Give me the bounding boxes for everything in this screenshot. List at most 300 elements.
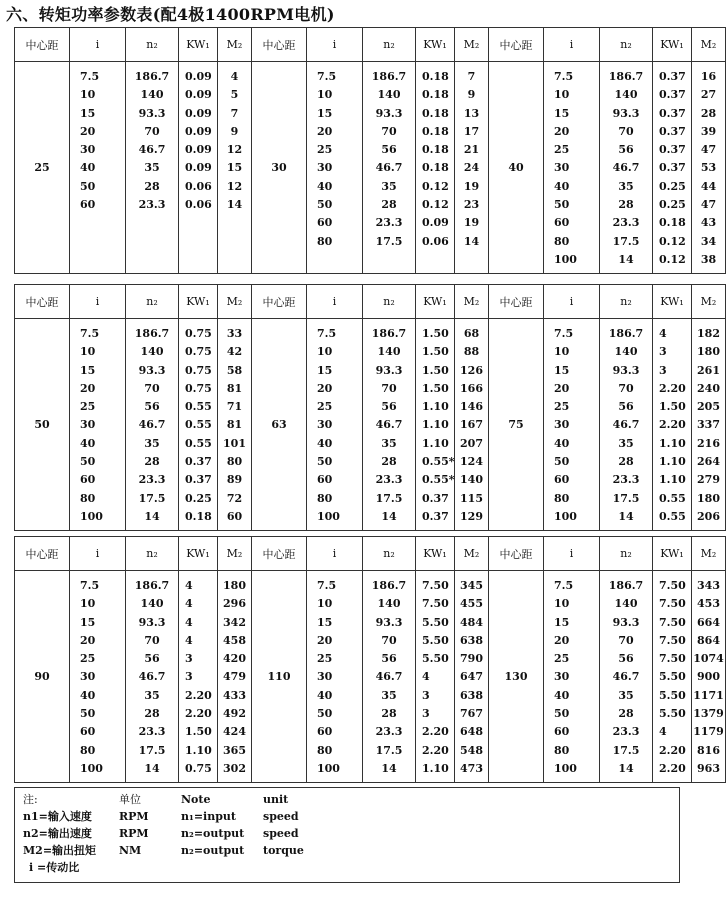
i-value: 15: [80, 363, 96, 377]
n2-value: 93.3: [612, 363, 640, 377]
n2-value: 35: [381, 436, 397, 450]
i-value: 15: [554, 106, 570, 120]
i-value: 30: [80, 418, 96, 432]
kw-value: 5.50: [422, 615, 449, 629]
m2-value: 343: [697, 579, 720, 592]
header-kw-col: KW₁: [416, 28, 455, 62]
n2-value: 70: [144, 633, 160, 647]
n2-value: 35: [144, 436, 160, 450]
i-value: 40: [554, 688, 570, 702]
kw-value: 7.50: [422, 597, 449, 611]
i-value: 100: [554, 509, 577, 523]
header-n2-col: n₂: [600, 537, 653, 571]
i-value: 7.5: [317, 579, 337, 592]
kw-value: 0.25: [185, 491, 212, 505]
header-n2-col: n₂: [600, 285, 653, 319]
m2-value: 7: [467, 70, 476, 83]
i-value: 10: [554, 597, 570, 611]
i-value: 100: [80, 761, 103, 775]
kw-value: 0.37: [659, 124, 686, 138]
i-value: 30: [80, 670, 96, 684]
n2-value: 70: [618, 633, 634, 647]
i-value: 15: [554, 363, 570, 377]
i-value: 50: [80, 179, 96, 193]
i-value: 7.5: [554, 327, 574, 340]
m2-value: 68: [463, 327, 480, 340]
i-value: 25: [80, 652, 96, 666]
i-value: 10: [317, 88, 333, 102]
kw-value: 1.10: [659, 455, 686, 469]
m2-values: [218, 571, 252, 783]
i-value: 80: [554, 234, 570, 248]
m2-value: 33: [226, 327, 243, 340]
i-value: 7.5: [80, 70, 100, 83]
i-value: 80: [317, 234, 333, 248]
kw-value: 0.75: [185, 761, 212, 775]
i-value: 20: [80, 381, 96, 395]
m2-value: 89: [226, 473, 243, 487]
n2-value: 56: [144, 400, 160, 414]
n2-value: 186.7: [371, 327, 407, 340]
i-value: 60: [80, 725, 96, 739]
kw-value: 1.10: [659, 436, 686, 450]
i-value: 7.5: [317, 327, 337, 340]
m2-value: 296: [223, 597, 246, 611]
note-m2-en-unit: torque: [263, 844, 304, 857]
n2-value: 17.5: [138, 743, 166, 757]
header-i-col: i: [70, 285, 126, 319]
m2-value: 180: [697, 345, 720, 359]
n2-value: 140: [140, 88, 164, 102]
m2-value: 72: [226, 491, 243, 505]
center-distance: 130: [489, 571, 544, 783]
n2-value: 14: [381, 509, 397, 523]
header-i-col: i: [70, 537, 126, 571]
kw-value: 0.55: [185, 436, 212, 450]
center-distance: 25: [15, 62, 70, 274]
kw-value: 5.50: [659, 707, 686, 721]
n2-value: 186.7: [134, 70, 170, 83]
n2-value: 28: [144, 455, 160, 469]
m2-value: 240: [697, 381, 720, 395]
n2-value: 46.7: [138, 143, 166, 157]
m2-values: [455, 62, 489, 274]
n2-value: 35: [381, 179, 397, 193]
kw-value: 1.10: [422, 418, 449, 432]
n2-value: 46.7: [612, 161, 640, 175]
unit-label: 单位: [119, 793, 141, 806]
n2-value: 186.7: [608, 579, 644, 592]
m2-value: 264: [697, 455, 720, 469]
m2-value: 864: [697, 633, 720, 647]
n2-value: 28: [381, 707, 397, 721]
n2-value: 140: [377, 345, 401, 359]
i-value: 25: [554, 143, 570, 157]
header-n2-col: n₂: [600, 28, 653, 62]
i-value: 50: [317, 707, 333, 721]
n2-value: 93.3: [138, 106, 166, 120]
n2-values: [126, 319, 179, 531]
n2-value: 28: [618, 455, 634, 469]
kw-value: 0.18: [422, 143, 449, 157]
header-i-col: i: [307, 28, 363, 62]
kw-value: 3: [659, 363, 667, 377]
n2-value: 28: [144, 179, 160, 193]
i-values: [544, 571, 600, 783]
kw-value: 3: [659, 345, 667, 359]
n2-value: 35: [381, 688, 397, 702]
kw-value: 0.18: [659, 216, 686, 230]
kw-value: 3: [185, 652, 193, 666]
n2-value: 23.3: [138, 725, 166, 739]
i-value: 15: [317, 363, 333, 377]
n2-value: 23.3: [612, 725, 640, 739]
note-n1-en: n₁=input: [181, 810, 236, 823]
i-value: 100: [554, 252, 577, 266]
kw-value: 0.09: [185, 88, 212, 102]
data-row: [15, 319, 726, 531]
kw-value: 2.20: [659, 418, 686, 432]
n2-value: 56: [618, 652, 634, 666]
header-center-col: 中心距: [15, 28, 70, 62]
kw-values: [179, 319, 218, 531]
n2-value: 140: [614, 597, 638, 611]
m2-value: 38: [700, 252, 717, 266]
kw-value: 2.20: [422, 725, 449, 739]
i-value: 60: [554, 473, 570, 487]
n2-value: 17.5: [138, 491, 166, 505]
i-value: 20: [554, 381, 570, 395]
n2-value: 17.5: [375, 491, 403, 505]
m2-value: 14: [226, 198, 243, 212]
kw-value: 0.37: [422, 491, 449, 505]
i-value: 50: [317, 455, 333, 469]
kw-value: 0.18: [422, 161, 449, 175]
n2-value: 46.7: [375, 161, 403, 175]
header-n2-col: n₂: [126, 28, 179, 62]
n2-value: 56: [381, 652, 397, 666]
m2-value: 12: [226, 179, 243, 193]
page-title: 六、转矩功率参数表(配4极1400RPM电机): [6, 5, 335, 24]
i-value: 30: [317, 418, 333, 432]
header-center-col: 中心距: [489, 537, 544, 571]
i-value: 15: [554, 615, 570, 629]
kw-value: 0.09: [185, 124, 212, 138]
note-m2: M2=输出扭矩: [23, 844, 97, 857]
m2-value: 16: [700, 70, 717, 83]
kw-value: 0.12: [422, 179, 449, 193]
i-value: 40: [317, 179, 333, 193]
i-value: 20: [80, 633, 96, 647]
n2-value: 23.3: [375, 473, 403, 487]
n2-value: 93.3: [138, 363, 166, 377]
m2-value: 34: [700, 234, 717, 248]
n2-value: 28: [618, 198, 634, 212]
n2-value: 14: [381, 761, 397, 775]
i-value: 7.5: [80, 327, 100, 340]
kw-value: 0.25: [659, 179, 686, 193]
header-i-col: i: [544, 537, 600, 571]
m2-value: 126: [460, 363, 483, 377]
i-value: 30: [317, 161, 333, 175]
kw-value: 1.50: [422, 327, 449, 340]
note-label-en: Note: [181, 793, 211, 806]
i-value: 10: [80, 345, 96, 359]
m2-value: 963: [697, 761, 720, 775]
m2-value: 4: [230, 70, 239, 83]
i-values: [70, 62, 126, 274]
kw-value: 3: [185, 670, 193, 684]
m2-value: 548: [460, 743, 483, 757]
n2-value: 186.7: [134, 579, 170, 592]
n2-value: 140: [377, 88, 401, 102]
kw-value: 4: [185, 633, 193, 647]
m2-value: 7: [230, 106, 239, 120]
i-value: 25: [80, 400, 96, 414]
m2-value: 900: [697, 670, 720, 684]
n2-values: [363, 62, 416, 274]
center-distance: 110: [252, 571, 307, 783]
kw-value: 0.55*: [422, 455, 455, 469]
m2-value: 88: [463, 345, 480, 359]
i-values: [70, 571, 126, 783]
kw-value: 4: [185, 579, 193, 592]
param-table-block-2: [14, 284, 726, 531]
i-values: [544, 319, 600, 531]
m2-value: 420: [223, 652, 246, 666]
n2-value: 14: [144, 761, 160, 775]
n2-value: 17.5: [612, 743, 640, 757]
n2-value: 17.5: [375, 234, 403, 248]
m2-value: 47: [700, 198, 717, 212]
n2-value: 56: [381, 143, 397, 157]
kw-value: 0.37: [659, 106, 686, 120]
i-value: 15: [80, 106, 96, 120]
i-value: 80: [80, 491, 96, 505]
m2-value: 790: [460, 652, 483, 666]
m2-value: 17: [463, 124, 480, 138]
kw-value: 0.25: [659, 198, 686, 212]
i-values: [307, 62, 363, 274]
i-value: 50: [554, 707, 570, 721]
kw-value: 0.37: [185, 455, 212, 469]
header-kw-col: KW₁: [179, 28, 218, 62]
m2-value: 180: [697, 491, 720, 505]
header-n2-col: n₂: [126, 285, 179, 319]
center-distance: 75: [489, 319, 544, 531]
i-value: 80: [317, 743, 333, 757]
n2-value: 23.3: [375, 725, 403, 739]
kw-value: 0.12: [422, 198, 449, 212]
m2-values: [692, 319, 726, 531]
n2-values: [126, 571, 179, 783]
kw-values: [416, 62, 455, 274]
i-value: 100: [317, 509, 340, 523]
m2-value: 19: [463, 216, 480, 230]
header-kw-col: KW₁: [653, 537, 692, 571]
kw-value: 0.37: [659, 88, 686, 102]
m2-values: [692, 62, 726, 274]
m2-value: 206: [697, 509, 720, 523]
kw-value: 2.20: [659, 381, 686, 395]
param-table-block-1: [14, 27, 726, 274]
kw-value: 4: [185, 615, 193, 629]
header-n2-col: n₂: [363, 28, 416, 62]
m2-value: 39: [700, 124, 717, 138]
i-value: 7.5: [554, 579, 574, 592]
i-value: 50: [80, 707, 96, 721]
i-value: 30: [554, 670, 570, 684]
n2-values: [600, 319, 653, 531]
m2-value: 115: [460, 491, 483, 505]
kw-value: 2.20: [185, 688, 212, 702]
n2-values: [126, 62, 179, 274]
kw-value: 1.50: [659, 400, 686, 414]
m2-value: 261: [697, 363, 720, 377]
kw-values: [179, 62, 218, 274]
header-n2-col: n₂: [363, 285, 416, 319]
m2-value: 664: [697, 615, 720, 629]
m2-value: 124: [460, 455, 483, 469]
n2-value: 93.3: [138, 615, 166, 629]
m2-value: 458: [223, 633, 246, 647]
kw-value: 7.50: [659, 579, 686, 592]
i-value: 25: [317, 143, 333, 157]
header-kw-col: KW₁: [653, 28, 692, 62]
m2-value: 81: [226, 418, 243, 432]
kw-value: 0.37: [659, 161, 686, 175]
i-value: 60: [317, 216, 333, 230]
i-value: 60: [554, 725, 570, 739]
n2-value: 186.7: [371, 579, 407, 592]
data-row: [15, 62, 726, 274]
i-value: 40: [317, 436, 333, 450]
note-n2-unit: RPM: [119, 827, 149, 840]
m2-value: 207: [460, 436, 483, 450]
kw-value: 0.09: [185, 161, 212, 175]
n2-value: 93.3: [612, 615, 640, 629]
m2-value: 767: [460, 707, 483, 721]
i-value: 10: [80, 597, 96, 611]
n2-value: 14: [144, 509, 160, 523]
note-n2: n2=输出速度: [23, 827, 92, 840]
kw-value: 0.18: [422, 124, 449, 138]
kw-values: [653, 571, 692, 783]
kw-value: 4: [422, 670, 430, 684]
i-value: 40: [317, 688, 333, 702]
note-m2-en: n₂=output: [181, 844, 245, 857]
m2-value: 302: [223, 761, 246, 775]
i-value: 40: [80, 688, 96, 702]
n2-value: 93.3: [612, 106, 640, 120]
kw-value: 0.18: [422, 88, 449, 102]
m2-value: 81: [226, 381, 243, 395]
m2-values: [455, 319, 489, 531]
i-value: 10: [554, 345, 570, 359]
header-kw-col: KW₁: [653, 285, 692, 319]
n2-value: 140: [614, 88, 638, 102]
i-values: [70, 319, 126, 531]
kw-values: [653, 319, 692, 531]
header-i-col: i: [307, 537, 363, 571]
i-value: 80: [554, 743, 570, 757]
i-value: 20: [317, 633, 333, 647]
n2-value: 35: [144, 688, 160, 702]
header-center-col: 中心距: [252, 537, 307, 571]
m2-values: [218, 62, 252, 274]
n2-values: [600, 571, 653, 783]
n2-value: 70: [144, 381, 160, 395]
center-distance: 90: [15, 571, 70, 783]
header-row: [15, 28, 726, 62]
i-value: 40: [554, 179, 570, 193]
header-center-col: 中心距: [489, 285, 544, 319]
n2-value: 56: [144, 652, 160, 666]
m2-value: 43: [700, 216, 717, 230]
note-n1: n1=输入速度: [23, 810, 92, 823]
m2-value: 14: [463, 234, 480, 248]
kw-value: 5.50: [659, 670, 686, 684]
n2-value: 23.3: [138, 198, 166, 212]
i-value: 50: [317, 198, 333, 212]
m2-value: 60: [226, 509, 243, 523]
note-n1-unit: RPM: [119, 810, 149, 823]
n2-value: 23.3: [375, 216, 403, 230]
center-distance: 63: [252, 319, 307, 531]
n2-value: 70: [618, 381, 634, 395]
kw-value: 0.06: [185, 179, 212, 193]
header-m2-col: M₂: [455, 285, 489, 319]
i-values: [307, 319, 363, 531]
header-kw-col: KW₁: [179, 537, 218, 571]
param-table-block-3: [14, 536, 726, 783]
n2-value: 70: [381, 124, 397, 138]
header-n2-col: n₂: [363, 537, 416, 571]
n2-value: 14: [618, 252, 634, 266]
i-value: 100: [317, 761, 340, 775]
m2-value: 129: [460, 509, 483, 523]
n2-values: [363, 319, 416, 531]
n2-value: 35: [618, 688, 634, 702]
header-m2-col: M₂: [455, 537, 489, 571]
kw-value: 0.75: [185, 363, 212, 377]
header-n2-col: n₂: [126, 537, 179, 571]
kw-value: 1.10: [422, 761, 449, 775]
kw-value: 0.37: [422, 509, 449, 523]
m2-value: 180: [223, 579, 246, 592]
kw-value: 1.10: [422, 400, 449, 414]
m2-value: 166: [460, 381, 483, 395]
m2-value: 1379: [693, 707, 724, 721]
n2-value: 186.7: [608, 327, 644, 340]
i-values: [544, 62, 600, 274]
m2-value: 433: [223, 688, 246, 702]
header-kw-col: KW₁: [179, 285, 218, 319]
n2-value: 140: [614, 345, 638, 359]
n2-value: 70: [618, 124, 634, 138]
header-row: [15, 537, 726, 571]
i-value: 20: [317, 381, 333, 395]
i-value: 20: [317, 124, 333, 138]
i-value: 40: [80, 436, 96, 450]
kw-value: 0.12: [659, 252, 686, 266]
m2-value: 71: [226, 400, 243, 414]
m2-value: 279: [697, 473, 720, 487]
i-value: 40: [80, 161, 96, 175]
n2-value: 14: [618, 761, 634, 775]
n2-value: 70: [381, 381, 397, 395]
i-value: 10: [317, 597, 333, 611]
